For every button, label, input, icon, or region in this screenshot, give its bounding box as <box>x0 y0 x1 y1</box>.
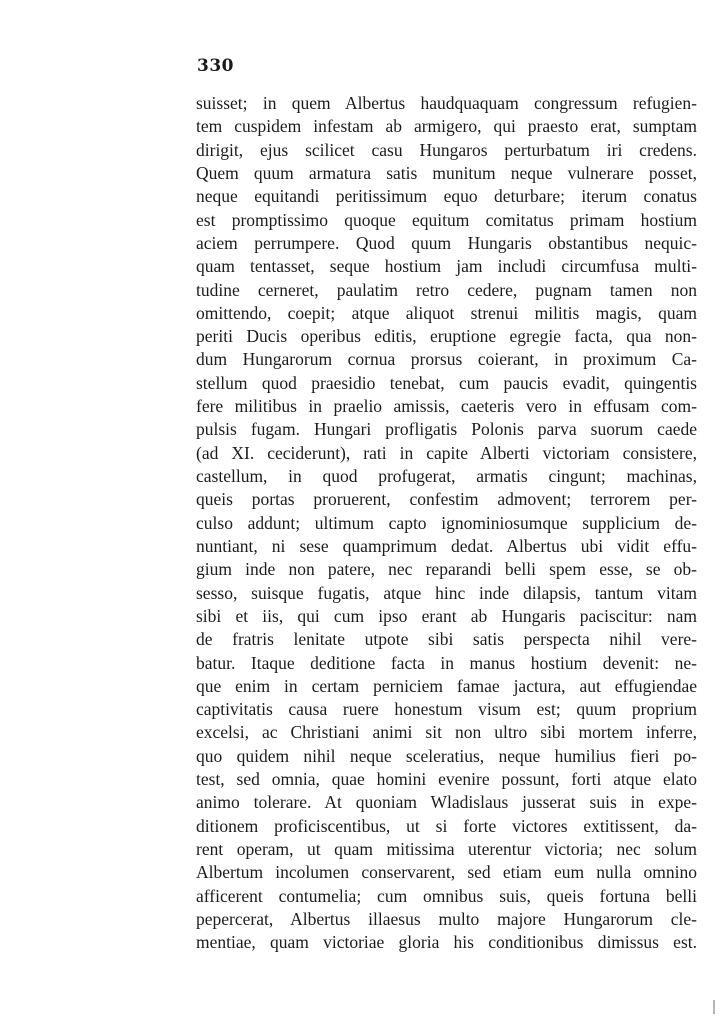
text-line: pulsis fugam. Hungari profligatis Polonis parva suorum caede <box>196 419 697 440</box>
text-line: sesso, suisque fugatis, atque hinc inde dilapsis, tantum vitam <box>196 582 697 603</box>
text-line: fere militibus in praelio amissis, caeteris vero in effusam com- <box>196 396 697 417</box>
text-line: nuntiant, ni sese quamprimum dedat. Albertus ubi vidit effu- <box>196 535 697 556</box>
text-line: animo tolerare. At quoniam Wladislaus jusserat suis in expe- <box>196 792 697 813</box>
text-line: (ad XI. ceciderunt), rati in capite Alberti victoriam consistere, <box>196 442 697 463</box>
text-line: test, sed omnia, quae homini evenire possunt, forti atque elato <box>196 769 697 790</box>
text-line: stellum quod praesidio tenebat, cum paucis evadit, quingentis <box>196 372 697 393</box>
text-line: aciem perrumpere. Quod quum Hungaris obstantibus nequic- <box>196 232 697 253</box>
text-line: captivitatis causa ruere honestum visum est; quum proprium <box>196 699 697 720</box>
text-line: sibi et iis, qui cum ipso erant ab Hungaris paciscitur: nam <box>196 605 697 626</box>
text-line: castellum, in quod profugerat, armatis cingunt; machinas, <box>196 466 697 486</box>
text-line: suisset; in quem Albertus haudquaquam congressum refugien- <box>196 93 697 113</box>
text-line: batur. Itaque deditione facta in manus hostium devenit: ne- <box>196 652 697 673</box>
text-line: periti Ducis operibus editis, eruptione egregie facta, qua non- <box>196 326 697 347</box>
text-line: afficerent contumelia; cum omnibus suis, queis fortuna belli <box>196 885 697 906</box>
text-line: quam tentasset, seque hostium jam includi circumfusa multi- <box>196 256 697 277</box>
text-line: ditionem proficiscentibus, ut si forte victores extitissent, da- <box>196 815 697 836</box>
text-line: culso addunt; ultimum capto ignominiosumque supplicium de- <box>196 512 697 533</box>
text-line: excelsi, ac Christiani animi sit non ultro sibi mortem inferre, <box>196 722 697 743</box>
text-line: que enim in certam perniciem famae jactura, aut effugiendae <box>196 675 697 696</box>
text-line: rent operam, ut quam mitissima uterentur victoria; nec solum <box>196 839 697 859</box>
text-line: neque equitandi peritissimum equo deturbare; iterum conatus <box>196 186 697 207</box>
text-line: omittendo, coepit; atque aliquot strenui militis magis, quam <box>196 302 697 323</box>
scan-edge-mark <box>713 1000 715 1014</box>
text-line: mentiae, quam victoriae gloria his conditionibus dimissus est. <box>196 932 697 953</box>
text-line: est promptissimo quoque equitum comitatus primam hostium <box>196 209 697 230</box>
text-line: tudine cerneret, paulatim retro cedere, pugnam tamen non <box>196 279 697 300</box>
text-line: Quem quum armatura satis munitum neque vulnerare posset, <box>196 162 697 183</box>
text-line: Albertum incolumen conservarent, sed etiam eum nulla omnino <box>196 862 697 883</box>
text-line: dum Hungarorum cornua prorsus coierant, in proximum Ca- <box>196 349 697 370</box>
text-line: quo quidem nihil neque sceleratius, neque humilius fieri po- <box>196 745 697 766</box>
text-line: tem cuspidem infestam ab armigero, qui praesto erat, sumptam <box>196 116 697 137</box>
text-line: pepercerat, Albertus illaesus multo majore Hungarorum cle- <box>196 908 697 929</box>
text-line: de fratris lenitate utpote sibi satis perspecta nihil vere- <box>196 629 697 650</box>
text-line: queis portas proruerent, confestim admovent; terrorem per- <box>196 489 697 510</box>
text-line: dirigit, ejus scilicet casu Hungaros perturbatum iri credens. <box>196 139 697 160</box>
body-text <box>196 92 697 955</box>
page-number: 330 <box>197 56 234 76</box>
text-line: gium inde non patere, nec reparandi belli spem esse, se ob- <box>196 559 697 580</box>
